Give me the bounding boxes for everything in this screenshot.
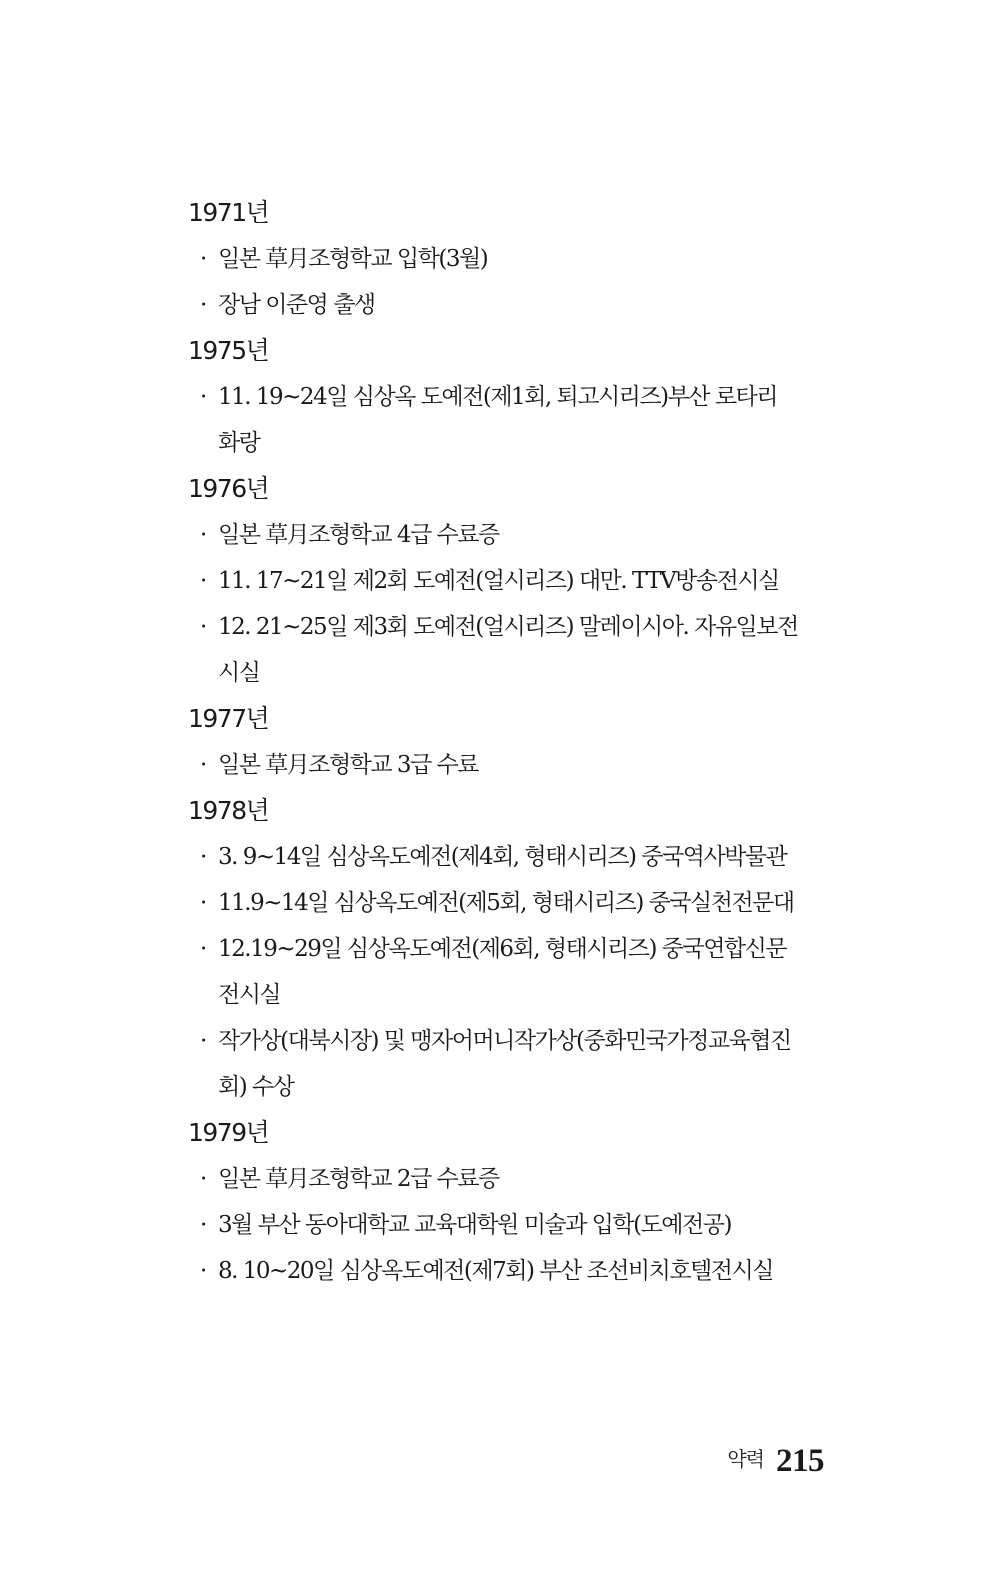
bullet-dot-icon: ·	[200, 1258, 206, 1284]
chronology-entry	[188, 926, 828, 1018]
chronology-entry	[188, 374, 828, 466]
bullet-dot-icon: ·	[200, 292, 206, 318]
chronology-entry	[188, 742, 828, 788]
bullet-dot-icon: ·	[200, 246, 206, 272]
entry-text-line: 일본 草月조형학교 3급 수료	[218, 752, 479, 778]
year-heading: 1976년	[188, 474, 269, 503]
entry-text-line: 12.19~29일 심상옥도예전(제6회, 형태시리즈) 중국연합신문	[218, 936, 787, 962]
chronology-entry	[188, 1018, 828, 1110]
chronology-entry	[188, 282, 828, 328]
chronology-entry	[188, 512, 828, 558]
bullet-dot-icon: ·	[200, 752, 206, 778]
entry-text-line: 일본 草月조형학교 4급 수료증	[218, 522, 499, 548]
entry-text-line: 일본 草月조형학교 입학(3월)	[218, 246, 488, 272]
entry-text-line: 3월 부산 동아대학교 교육대학원 미술과 입학(도예전공)	[218, 1212, 731, 1238]
bullet-dot-icon: ·	[200, 384, 206, 410]
bullet-dot-icon: ·	[200, 568, 206, 594]
entry-text-line: 11. 17~21일 제2회 도예전(얼시리즈) 대만. TTV방송전시실	[218, 568, 779, 594]
page-number: 215	[776, 1443, 824, 1479]
bullet-dot-icon: ·	[200, 1166, 206, 1192]
running-footer-label: 약력	[727, 1447, 764, 1471]
entry-text-line: 일본 草月조형학교 2급 수료증	[218, 1166, 499, 1192]
entry-text-line: 시실	[218, 660, 260, 686]
bullet-dot-icon: ·	[200, 890, 206, 916]
chronology-entry	[188, 880, 828, 926]
year-heading: 1979년	[188, 1118, 269, 1147]
entry-text-line: 12. 21~25일 제3회 도예전(얼시리즈) 말레이시아. 자유일보전	[218, 614, 798, 640]
year-heading: 1978년	[188, 796, 269, 825]
entry-text-line: 화랑	[218, 430, 260, 456]
chronology-entry	[188, 236, 828, 282]
bullet-dot-icon: ·	[200, 614, 206, 640]
chronology-entry	[188, 834, 828, 880]
year-heading: 1971년	[188, 198, 269, 227]
bullet-dot-icon: ·	[200, 1028, 206, 1054]
chronology-entry	[188, 1202, 828, 1248]
entry-text-line: 3. 9~14일 심상옥도예전(제4회, 형태시리즈) 중국역사박물관	[218, 844, 787, 870]
entry-text-line: 8. 10~20일 심상옥도예전(제7회) 부산 조선비치호텔전시실	[218, 1258, 773, 1284]
entry-text-line: 전시실	[218, 982, 281, 1008]
entry-text-line: 장남 이준영 출생	[218, 292, 375, 318]
year-heading: 1975년	[188, 336, 269, 365]
chronology-entry	[188, 1156, 828, 1202]
entry-text-line: 작가상(대북시장) 및 맹자어머니작가상(중화민국가정교육협진	[218, 1028, 791, 1054]
entry-text-line: 11. 19~24일 심상옥 도예전(제1회, 퇴고시리즈)부산 로타리	[218, 384, 777, 410]
bullet-dot-icon: ·	[200, 844, 206, 870]
chronology-list	[188, 190, 828, 1294]
chronology-entry	[188, 604, 828, 696]
chronology-entry	[188, 1248, 828, 1294]
entry-text-line: 회) 수상	[218, 1074, 294, 1100]
chronology-entry	[188, 558, 828, 604]
bullet-dot-icon: ·	[200, 936, 206, 962]
bullet-dot-icon: ·	[200, 522, 206, 548]
year-heading: 1977년	[188, 704, 269, 733]
page-footer	[700, 1432, 824, 1480]
entry-text-line: 11.9~14일 심상옥도예전(제5회, 형태시리즈) 중국실천전문대	[218, 890, 794, 916]
bullet-dot-icon: ·	[200, 1212, 206, 1238]
